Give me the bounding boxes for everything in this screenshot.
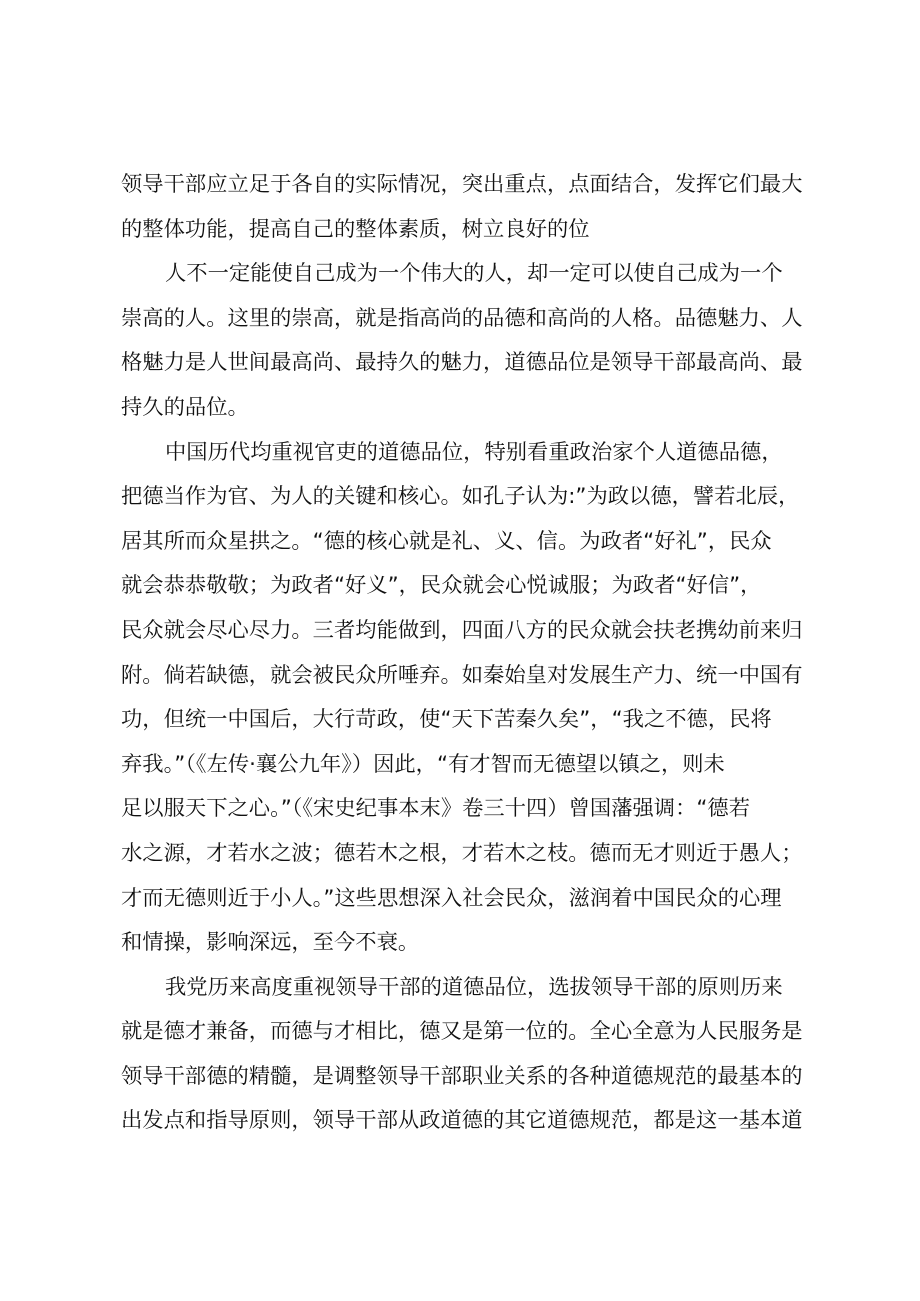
text-line: 功，但统一中国后，大行苛政，使“天下苦秦久矣”，“我之不德，民将	[121, 707, 772, 733]
text-line: 出发点和指导原则，领导干部从政道德的其它道德规范，都是这一基本道	[121, 1108, 803, 1134]
paragraph-3	[121, 431, 811, 966]
text-line: 格魅力是人世间最高尚、最持久的魅力，道德品位是领导干部最高尚、最	[121, 350, 803, 376]
text-line: 才而无德则近于小人。”这些思想深入社会民众，滋润着中国民众的心理	[121, 885, 782, 911]
text-line: 就会恭恭敬敬；为政者“好义”，民众就会心悦诚服；为政者“好信”，	[121, 573, 762, 599]
paragraph-1	[121, 163, 811, 252]
text-line: 足以服天下之心。”（《宋史纪事本末》卷三十四）曾国藩强调：“德若	[121, 796, 751, 822]
text-line: 持久的品位。	[121, 394, 249, 420]
text-line: 中国历代均重视官吏的道德品位，特别看重政治家个人道德品德，	[165, 439, 783, 465]
text-line: 领导干部德的精髓，是调整领导干部职业关系的各种道德规范的最基本的	[121, 1063, 803, 1089]
text-line: 把德当作为官、为人的关键和核心。如孔子认为:”为政以德，譬若北辰，	[121, 484, 800, 510]
text-line: 人不一定能使自己成为一个伟大的人，却一定可以使自己成为一个	[165, 261, 783, 287]
paragraph-2	[121, 252, 811, 430]
text-line: 弃我。”（《左传·襄公九年》）因此，“有才智而无德望以镇之，则未	[121, 751, 725, 777]
text-line: 水之源，才若水之波；德若木之根，才若木之枝。德而无才则近于愚人；	[121, 840, 803, 866]
text-line: 就是德才兼备，而德与才相比，德又是第一位的。全心全意为人民服务是	[121, 1019, 803, 1045]
text-line: 的整体功能，提高自己的整体素质，树立良好的位	[121, 216, 590, 242]
document-body	[121, 163, 811, 1144]
text-line: 附。倘若缺德，就会被民众所唾弃。如秦始皇对发展生产力、统一中国有	[121, 662, 803, 688]
text-line: 居其所而众星拱之。“德的核心就是礼、义、信。为政者“好礼”，民众	[121, 528, 772, 554]
text-line: 领导干部应立足于各自的实际情况，突出重点，点面结合，发挥它们最大	[121, 172, 803, 197]
text-line: 民众就会尽心尽力。三者均能做到，四面八方的民众就会扶老携幼前来归	[121, 617, 803, 643]
text-line: 我党历来高度重视领导干部的道德品位，选拔领导干部的原则历来	[165, 974, 783, 1000]
text-line: 和情操，影响深远，至今不衰。	[121, 930, 420, 956]
paragraph-4	[121, 966, 811, 1144]
text-line: 崇高的人。这里的崇高，就是指高尚的品德和高尚的人格。品德魅力、人	[121, 305, 803, 331]
